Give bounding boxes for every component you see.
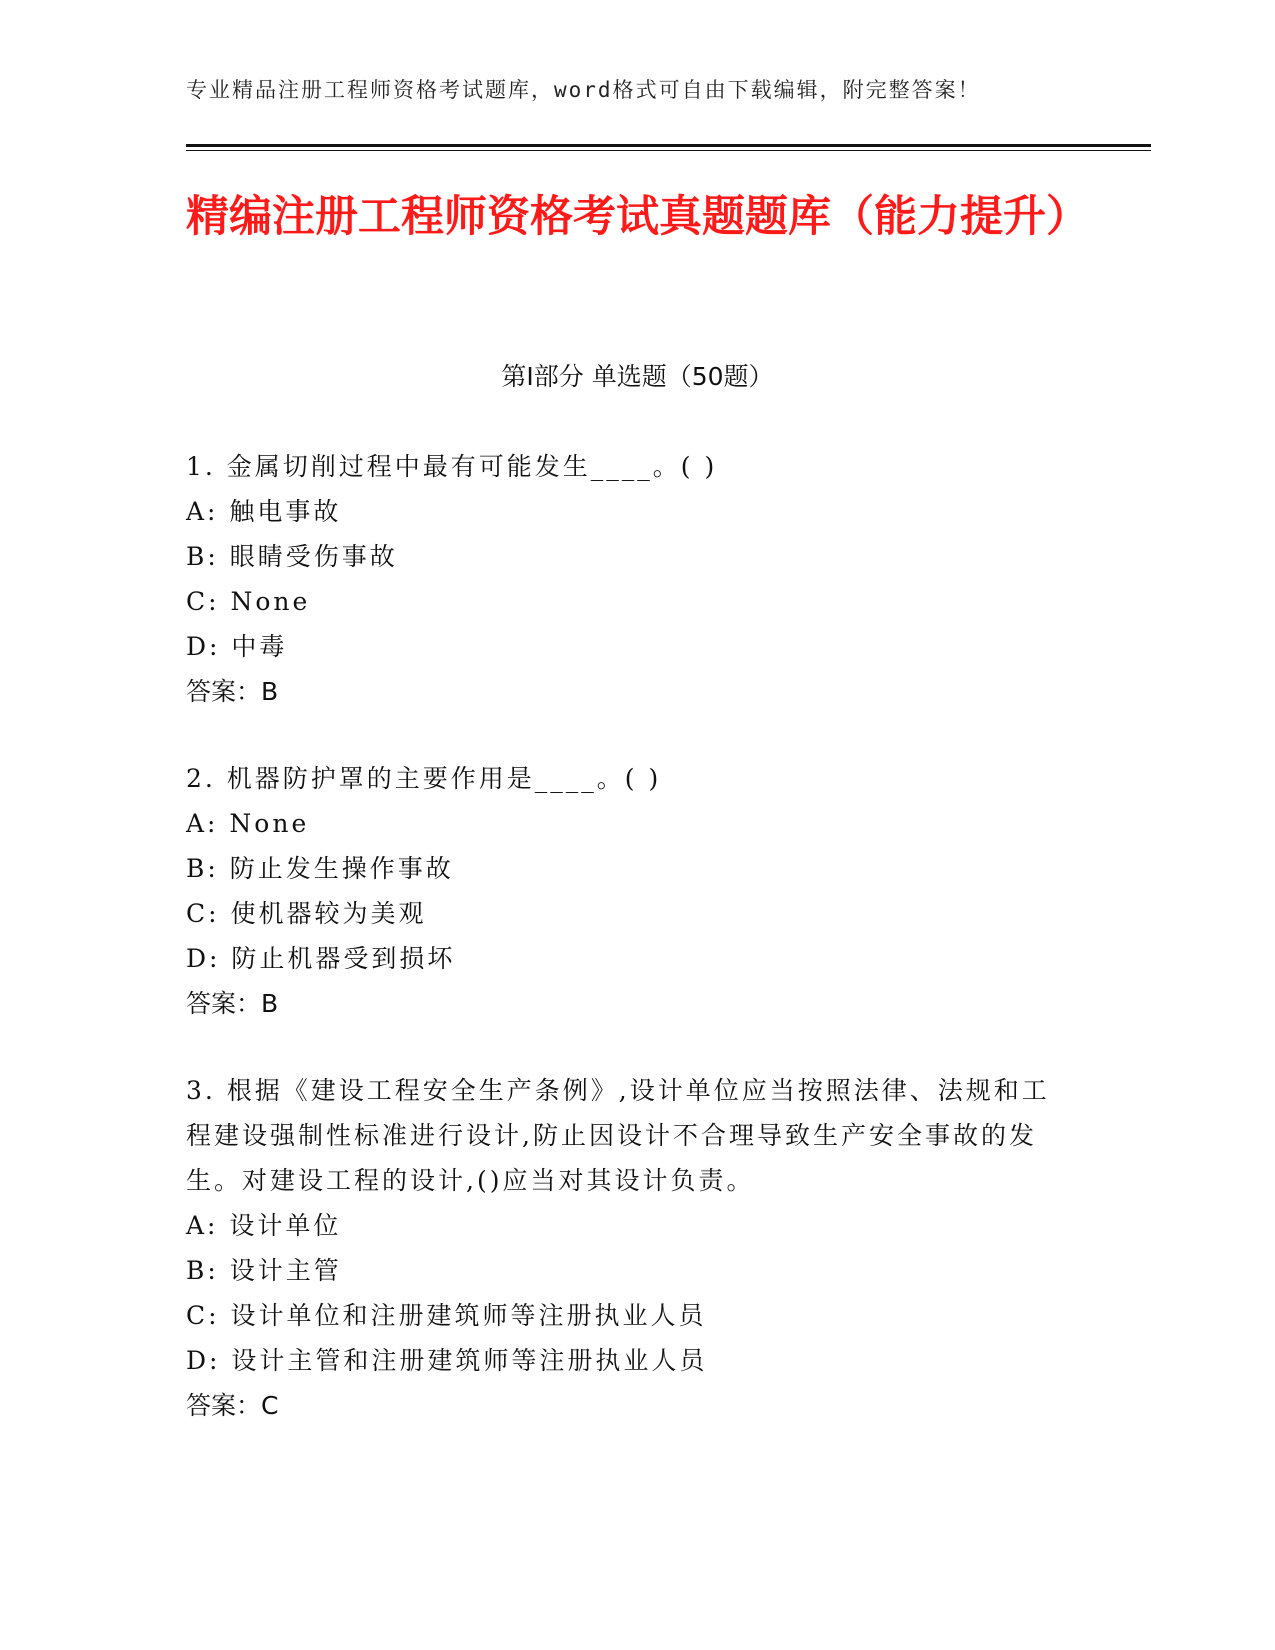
option-a: A: None [186,809,310,838]
question-list [186,444,1066,1428]
header-rule-thick [186,144,1151,147]
answer: 答案：B [186,677,279,706]
answer: 答案：C [186,1391,279,1420]
question-2 [186,756,1066,1026]
section-title: 第I部分 单选题（50题） [501,362,774,391]
option-c: C: 设计单位和注册建筑师等注册执业人员 [186,1301,707,1330]
option-b: B: 眼睛受伤事故 [186,542,398,571]
option-c: C: 使机器较为美观 [186,899,427,928]
question-stem: 3. 根据《建设工程安全生产条例》,设计单位应当按照法律、法规和工程建设强制性标准进行设计,防止因设计不合理导致生产安全事故的发生。对建设工程的设计,()应当对其设计负责。 [186,1076,1050,1195]
option-b: B: 防止发生操作事故 [186,854,454,883]
question-stem: 2. 机器防护罩的主要作用是____。( ) [186,764,662,793]
question-stem: 1. 金属切削过程中最有可能发生____。( ) [186,452,718,481]
header-rule-thin [186,150,1151,151]
option-d: D: 设计主管和注册建筑师等注册执业人员 [186,1346,708,1375]
question-1 [186,444,1066,714]
option-c: C: None [186,587,311,616]
question-3 [186,1068,1066,1428]
header-note: 专业精品注册工程师资格考试题库，word格式可自由下载编辑，附完整答案！ [186,78,981,102]
option-a: A: 设计单位 [186,1211,342,1240]
answer: 答案：B [186,989,279,1018]
document-title: 精编注册工程师资格考试真题题库（能力提升） [186,192,1089,242]
option-d: D: 中毒 [186,632,288,661]
option-d: D: 防止机器受到损坏 [186,944,456,973]
option-b: B: 设计主管 [186,1256,342,1285]
option-a: A: 触电事故 [186,497,342,526]
